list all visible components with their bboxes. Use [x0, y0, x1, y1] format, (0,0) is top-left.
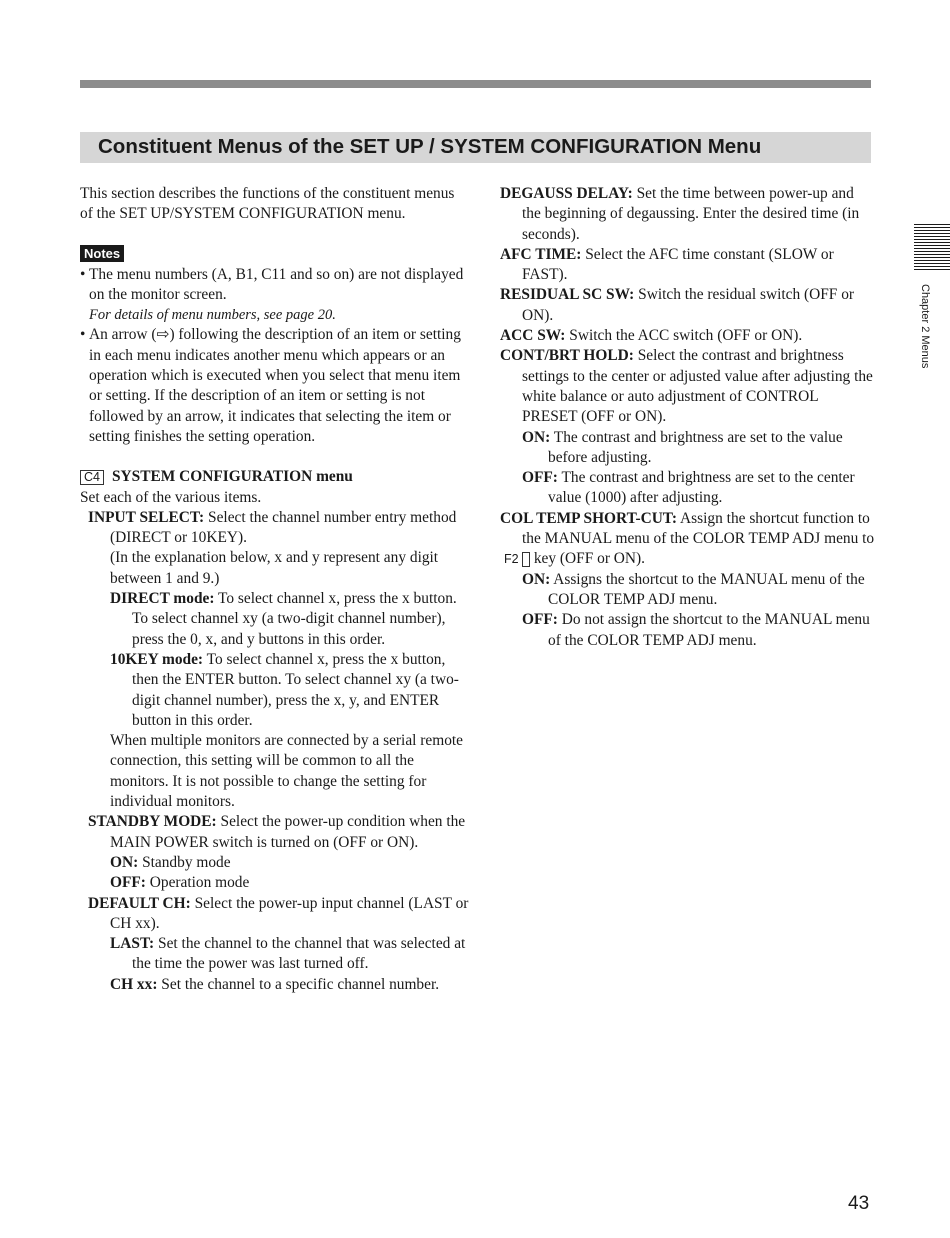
note-1-reference: For details of menu numbers, see page 20.: [89, 307, 336, 324]
afc-time-item: AFC TIME: Select the AFC time constant (SLOW or FAST).: [500, 245, 834, 284]
note-item-1: [80, 265, 470, 326]
cont-brt-hold-item: CONT/BRT HOLD: Select the contrast and brightness settings to the center or adjusted value after adjusting the white balance or auto adjustment of CONTROL PRESET (OFF or ON).: [500, 347, 873, 426]
degauss-delay-item: DEGAUSS DELAY: Set the time between power-up and the beginning of degaussing. Enter the desired time (in seconds).: [500, 185, 860, 243]
col-temp-off-item: OFF: Do not assign the shortcut to the MANUAL menu of the COLOR TEMP ADJ menu.: [522, 611, 870, 649]
page-title: Constituent Menus of the SET UP / SYSTEM CONFIGURATION Menu: [98, 135, 762, 158]
default-ch-chxx-item: CH xx: Set the channel to a specific channel number.: [110, 975, 440, 993]
cont-brt-on-item: ON: The contrast and brightness are set to the value before adjusting.: [522, 428, 843, 466]
note-item-2: [80, 325, 470, 447]
standby-mode-item: STANDBY MODE: Select the power-up condition when the MAIN POWER switch is turned on (OFF or ON).: [88, 813, 466, 851]
f2-key-box: F2: [522, 552, 530, 567]
intro-paragraph: This section describes the functions of the constituent menus of the SET UP/SYSTEM CONFIGURATION menu.: [80, 185, 455, 223]
note-2-text: An arrow (⇨) following the description of an item or setting in each menu indicates another menu which appears or an operation which is executed when you select that menu item or setting. If the description of an item or setting is not followed by an arrow, it indicates that selecting the item or setting finishes the setting operation.: [89, 326, 461, 445]
input-select-note: (In the explanation below, x and y represent any digit between 1 and 9.): [110, 549, 439, 587]
section-lead: Set each of the various items.: [80, 488, 262, 506]
serial-remote-note: When multiple monitors are connected by a serial remote connection, this setting will be common to all the monitors. It is not possible to change the setting for individual monitors.: [110, 732, 464, 811]
col-temp-shortcut-item: COL TEMP SHORT-CUT: Assign the shortcut function to the MANUAL menu of the COLOR TEMP ADJ menu to F2 key (OFF or ON).: [500, 509, 875, 568]
residual-sc-sw-item: RESIDUAL SC SW: Switch the residual switch (OFF or ON).: [500, 286, 855, 324]
standby-on-item: ON: Standby mode: [110, 853, 231, 871]
right-column: [500, 184, 875, 651]
note-1-text: The menu numbers (A, B1, C11 and so on) are not displayed on the monitor screen.: [89, 265, 464, 303]
tenkey-mode-item: 10KEY mode: To select channel x, press the x button, then the ENTER button. To select channel xy (a two-digit channel number), press the x, y, and ENTER button in this order.: [110, 650, 459, 729]
menu-code-box: C4: [80, 470, 104, 485]
bullet-icon: •: [80, 265, 86, 283]
page-number: 43: [848, 1193, 870, 1214]
top-rule: [80, 80, 871, 88]
section-heading: [80, 467, 470, 487]
chapter-tab-marker: [914, 224, 950, 272]
default-ch-item: DEFAULT CH: Select the power-up input channel (LAST or CH xx).: [88, 894, 469, 932]
acc-sw-item: ACC SW: Switch the ACC switch (OFF or ON).: [500, 327, 803, 345]
bullet-icon: •: [80, 326, 86, 344]
chapter-side-label: Chapter 2 Menus: [919, 284, 931, 369]
standby-off-item: OFF: Operation mode: [110, 874, 250, 892]
direct-mode-item: DIRECT mode: To select channel x, press the x button. To select channel xy (a two-digit channel number), press the 0, x, and y buttons in this order.: [110, 590, 457, 648]
section-title-bar: [80, 132, 871, 163]
input-select-item: INPUT SELECT: Select the channel number entry method (DIRECT or 10KEY).: [88, 508, 457, 547]
col-temp-on-item: ON: Assigns the shortcut to the MANUAL menu of the COLOR TEMP ADJ menu.: [522, 570, 865, 608]
left-column: [80, 184, 470, 995]
default-ch-last-item: LAST: Set the channel to the channel that was selected at the time the power was last turned off.: [110, 935, 466, 973]
arrow-right-icon: ⇨: [156, 326, 170, 344]
notes-badge: Notes: [80, 245, 124, 262]
section-heading-text: SYSTEM CONFIGURATION menu: [111, 468, 353, 486]
cont-brt-off-item: OFF: The contrast and brightness are set to the center value (1000) after adjusting.: [522, 469, 855, 507]
